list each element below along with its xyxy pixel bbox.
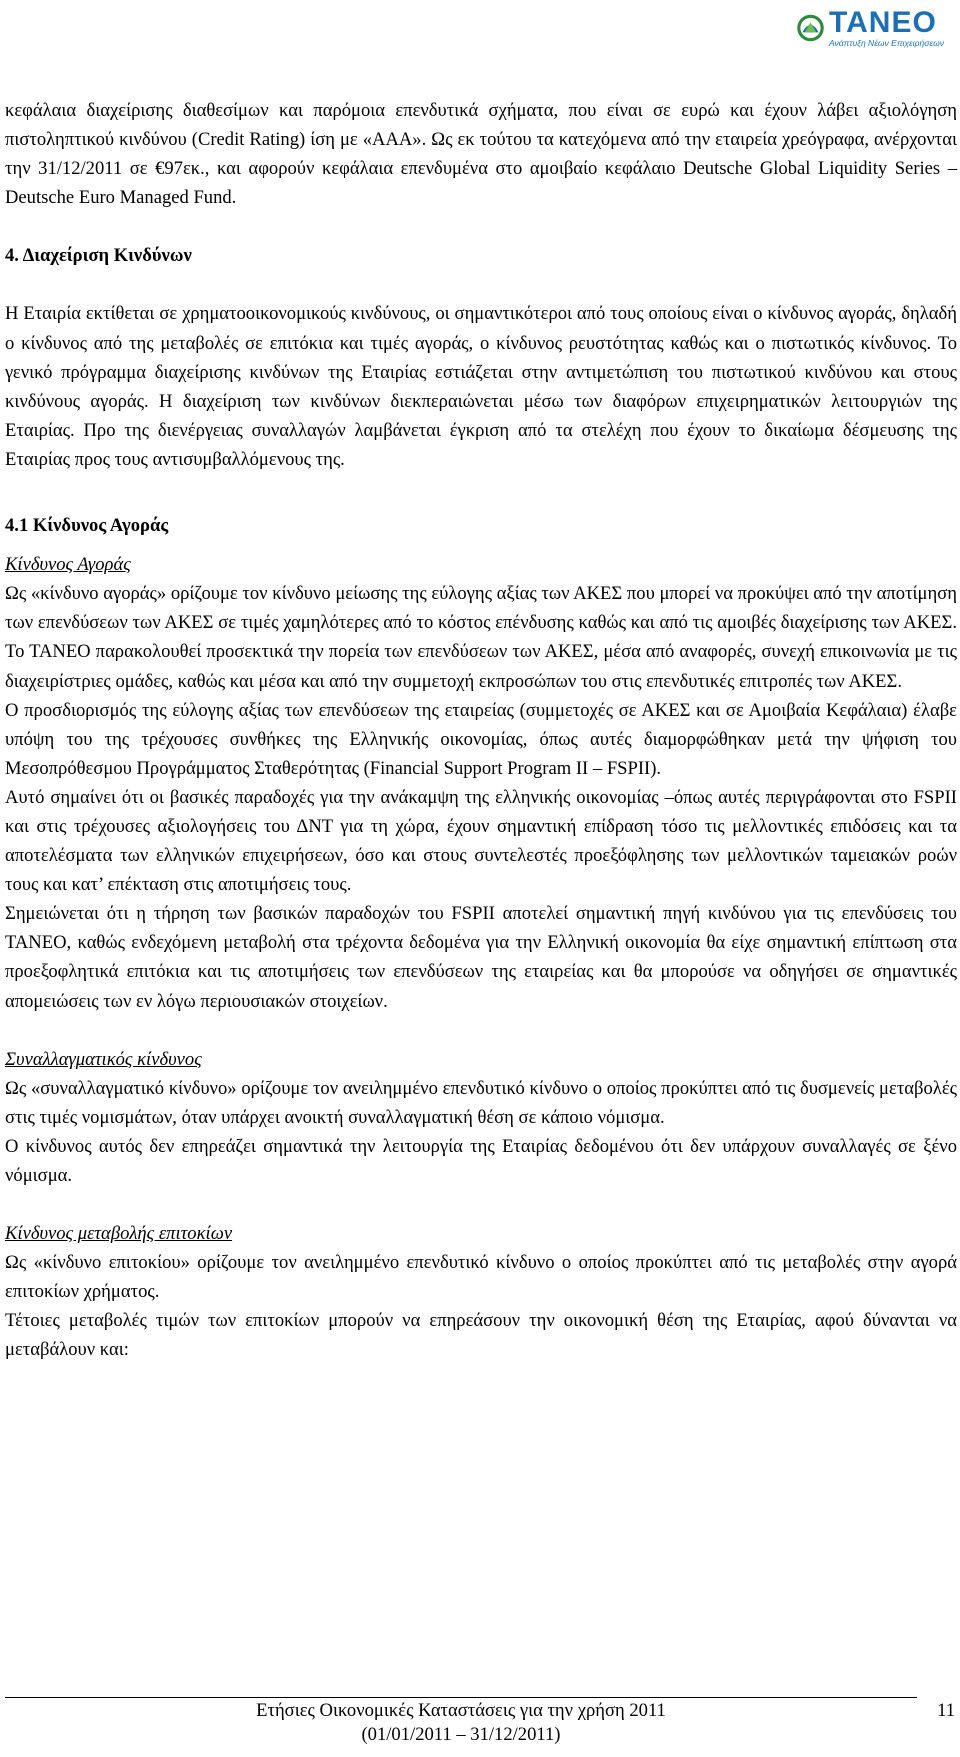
section-4-1-heading: 4.1 Κίνδυνος Αγοράς bbox=[5, 515, 169, 537]
intro-paragraph: κεφάλαια διαχείρισης διαθεσίμων και παρόμοια επενδυτικά σχήματα, που είναι σε ευρώ και έχουν λάβει αξιολόγηση πιστοληπτικού κινδύνου (Credit Rating) ίση με «ΑΑΑ». Ως εκ τούτου τα κατεχόμενα από την εταιρεία χρεόγραφα, ανέρχονται την 31/12/2011 σε €97εκ., και αφορούν κεφάλαια επενδυμένα στο αμοιβαίο κεφάλαιο Deutsche Global Liquidity Series – Deutsche Euro Managed Fund. bbox=[5, 100, 957, 209]
market-risk-paragraph-1: Ως «κίνδυνο αγοράς» ορίζουμε τον κίνδυνο μείωσης της εύλογης αξίας των ΑΚΕΣ που μπορεί να προκύψει από την αποτίμηση των επενδύσεων των ΑΚΕΣ σε τιμές χαμηλότερες από το κόστος επένδυσης καθώς και από τις αμοιβές διαχείρισης των ΑΚΕΣ. Το ΤΑΝΕΟ παρακολουθεί προσεκτικά την πορεία των επενδύσεων των ΑΚΕΣ, μέσα από αναφορές, συνεχή επικοινωνία με τις διαχειρίστριες ομάδες, καθώς και μέσα και από την συμμετοχή εκπροσώπων του στις επενδυτικές επιτροπές των ΑΚΕΣ. bbox=[5, 583, 957, 692]
interest-risk-paragraph-2: Τέτοιες μεταβολές τιμών των επιτοκίων μπορούν να επηρεάσουν την οικονομική θέση της Εταιρίας, αφού δύνανται να μεταβάλουν και: bbox=[5, 1310, 957, 1361]
taneo-logo bbox=[796, 2, 944, 54]
market-risk-paragraph-2: Ο προσδιορισμός της εύλογης αξίας των επενδύσεων της εταιρείας (συμμετοχές σε ΑΚΕΣ και σε Αμοιβαία Κεφάλαια) έλαβε υπόψη του της τρέχουσες συνθήκες της Ελληνικής οικονομίας, όπως αυτές διαμορφώθηκαν μετά την ψήφιση του Μεσοπρόθεσμου Προγράμματος Σταθερότητας (Financial Support Program II – FSPII). bbox=[5, 699, 957, 779]
market-risk-paragraph-4: Σημειώνεται ότι η τήρηση των βασικών παραδοχών του FSPII αποτελεί σημαντική πηγή κινδύνου για τις επενδύσεις του ΤΑΝΕΟ, καθώς ενδεχόμενη μεταβολή στα τρέχοντα δεδομένα για την Ελληνική οικονομία θα είχε σημαντική επίπτωση στα προεξοφλητικά επιτόκια και τις αποτιμήσεις των επενδύσεων της εταιρείας και θα μπορούσε να οδηγήσει σε σημαντικές απομειώσεις των εν λόγω περιουσιακών στοιχείων. bbox=[5, 903, 957, 1012]
footer-title: Ετήσιες Οικονομικές Καταστάσεις για την χρήση 2011 bbox=[256, 1700, 666, 1721]
fx-risk-paragraph-1: Ως «συναλλαγματικό κίνδυνο» ορίζουμε τον ανειλημμένο επενδυτικό κίνδυνο ο οποίος προκύπτει από τις δυσμενείς μεταβολές στις τιμές νομισμάτων, όταν υπάρχει ανοικτή συναλλαγματική θέση σε κάποιο νόμισμα. bbox=[5, 1077, 957, 1128]
market-risk-subheading: Κίνδυνος Αγοράς bbox=[5, 554, 131, 576]
footer-divider bbox=[5, 1697, 917, 1698]
footer-period: (01/01/2011 – 31/12/2011) bbox=[361, 1724, 561, 1745]
fx-risk-paragraph-2: Ο κίνδυνος αυτός δεν επηρεάζει σημαντικά την λειτουργία της Εταιρίας δεδομένου ότι δεν υπάρχουν συναλλαγές σε ξένο νόμισμα. bbox=[5, 1135, 957, 1186]
taneo-logo-icon bbox=[796, 5, 825, 51]
interest-risk-paragraph-1: Ως «κίνδυνο επιτοκίου» ορίζουμε τον ανειλημμένο επενδυτικό κίνδυνο ο οποίος προκύπτει από τις μεταβολές στην αγορά επιτοκίων χρήματος. bbox=[5, 1252, 957, 1303]
document-body bbox=[5, 96, 957, 1365]
footer bbox=[5, 1699, 917, 1747]
fx-risk-subheading: Συναλλαγματικός κίνδυνος bbox=[5, 1048, 202, 1070]
section-4-body: Η Εταιρία εκτίθεται σε χρηματοοικονομικούς κινδύνους, οι σημαντικότεροι από τους οποίους είναι ο κίνδυνος αγοράς, δηλαδή ο κίνδυνος από της μεταβολές σε επιτόκια και τιμές αγοράς, ο κίνδυνος ρευστότητας καθώς και ο πιστωτικός κίνδυνος. Το γενικό πρόγραμμα διαχείρισης κινδύνων της Εταιρίας εστιάζεται στην αντιμετώπιση του πιστωτικού κινδύνου και στους κινδύνους αγοράς. Η διαχείριση των κινδύνων διεκπεραιώνεται μέσω των διαφόρων επιχειρηματικών λειτουργιών της Εταιρίας. Προ της διενέργειας συναλλαγών λαμβάνεται έγκριση από τα στελέχη που έχουν το δικαίωμα δέσμευσης της Εταιρίας προς τους αντισυμβαλλόμενους της. bbox=[5, 303, 957, 470]
page-number: 11 bbox=[937, 1700, 955, 1721]
market-risk-paragraph-3: Αυτό σημαίνει ότι οι βασικές παραδοχές για την ανάκαμψη της ελληνικής οικονομίας –όπως αυτές περιγράφονται στο FSPII και στις τρέχουσες αξιολογήσεις του ΔΝΤ για τη χώρα, έχουν σημαντική επίδραση τόσο τις μελλοντικές επιδόσεις και τα αποτελέσματα των ελληνικών επιχειρήσεων, όσο και στους συντελεστές προεξόφλησης των μελλοντικών ταμειακών ροών τους και κατ’ επέκταση στις αποτιμήσεις τους. bbox=[5, 786, 957, 896]
logo-tagline: Ανάπτυξη Νέων Επιχειρήσεων bbox=[829, 38, 944, 48]
section-4-heading: 4. Διαχείριση Κινδύνων bbox=[5, 245, 192, 267]
interest-risk-subheading: Κίνδυνος μεταβολής επιτοκίων bbox=[5, 1223, 233, 1245]
logo-name: TANEO bbox=[829, 6, 937, 39]
